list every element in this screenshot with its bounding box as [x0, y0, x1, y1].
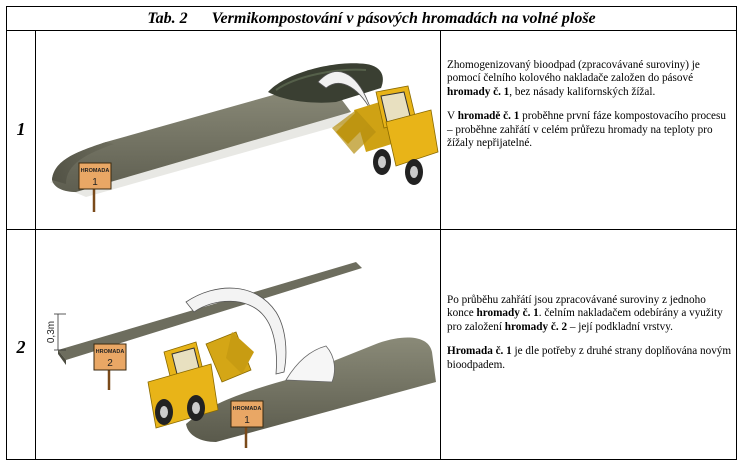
bold-text: hromady č. 1: [447, 85, 510, 98]
paragraph: [447, 294, 732, 334]
table-caption: Vermikompostování v pásových hromadách na volné ploše: [211, 10, 596, 27]
row-number: 2: [16, 337, 26, 357]
bold-text: č. 1: [495, 345, 512, 358]
table-title: [7, 7, 736, 31]
bold-text: Hromada: [447, 345, 493, 358]
bold-text: hromady č. 1: [476, 307, 539, 320]
svg-text:HROMADA: HROMADA: [80, 168, 110, 174]
text-run: je dle potřeby z druhé strany doplňována novým bioodpadem.: [447, 345, 732, 371]
pile-sign-2: [94, 344, 126, 390]
paragraph: [447, 59, 732, 99]
paragraph: [447, 110, 732, 150]
table-number: Tab. 2: [147, 10, 188, 27]
description-step-1: [447, 59, 732, 161]
svg-text:HROMADA: HROMADA: [232, 406, 262, 412]
svg-text:0,3m: 0,3m: [46, 320, 57, 344]
illustration-step-1: [36, 32, 439, 229]
row-number: 1: [16, 119, 26, 139]
paragraph: [447, 345, 732, 372]
text-run: Zhomogenizovaný bioodpad (zpracovávané suroviny) je pomocí čelního kolového nakladače založen do pásové: [447, 59, 700, 85]
text-run: – její podkladní vrstvy.: [567, 320, 673, 333]
description-step-2: [447, 294, 732, 383]
text-run: Po průběhu zahřátí jsou zpracovávané suroviny z jednoho konce: [447, 294, 706, 320]
text-run: , bez násady kalifornských žížal.: [509, 85, 656, 98]
illustration-step-2: [36, 232, 439, 460]
svg-text:HROMADA: HROMADA: [95, 349, 125, 355]
text-run: V: [447, 110, 458, 123]
row-divider: [7, 229, 736, 230]
svg-text:1: 1: [244, 415, 250, 426]
pile-sign-1: [231, 401, 263, 448]
text-run: . čelním nakladačem odebírány a využity pro založení: [447, 307, 723, 333]
svg-text:1: 1: [92, 177, 98, 188]
text-run: proběhne první fáze kompostovacího procesu – proběhne zahřátí v celém průřezu hromady na teploty pro žížaly nepřijatelné.: [447, 110, 726, 150]
pile-sign-1: [79, 163, 111, 212]
column-divider: [440, 31, 441, 459]
bold-text: hromadě č. 1: [457, 110, 520, 123]
wheel-loader-1: [332, 86, 438, 185]
vermicomposting-table: [6, 6, 737, 460]
height-dimension: [46, 314, 66, 350]
svg-text:2: 2: [107, 358, 113, 369]
bold-text: hromady č. 2: [504, 320, 568, 333]
